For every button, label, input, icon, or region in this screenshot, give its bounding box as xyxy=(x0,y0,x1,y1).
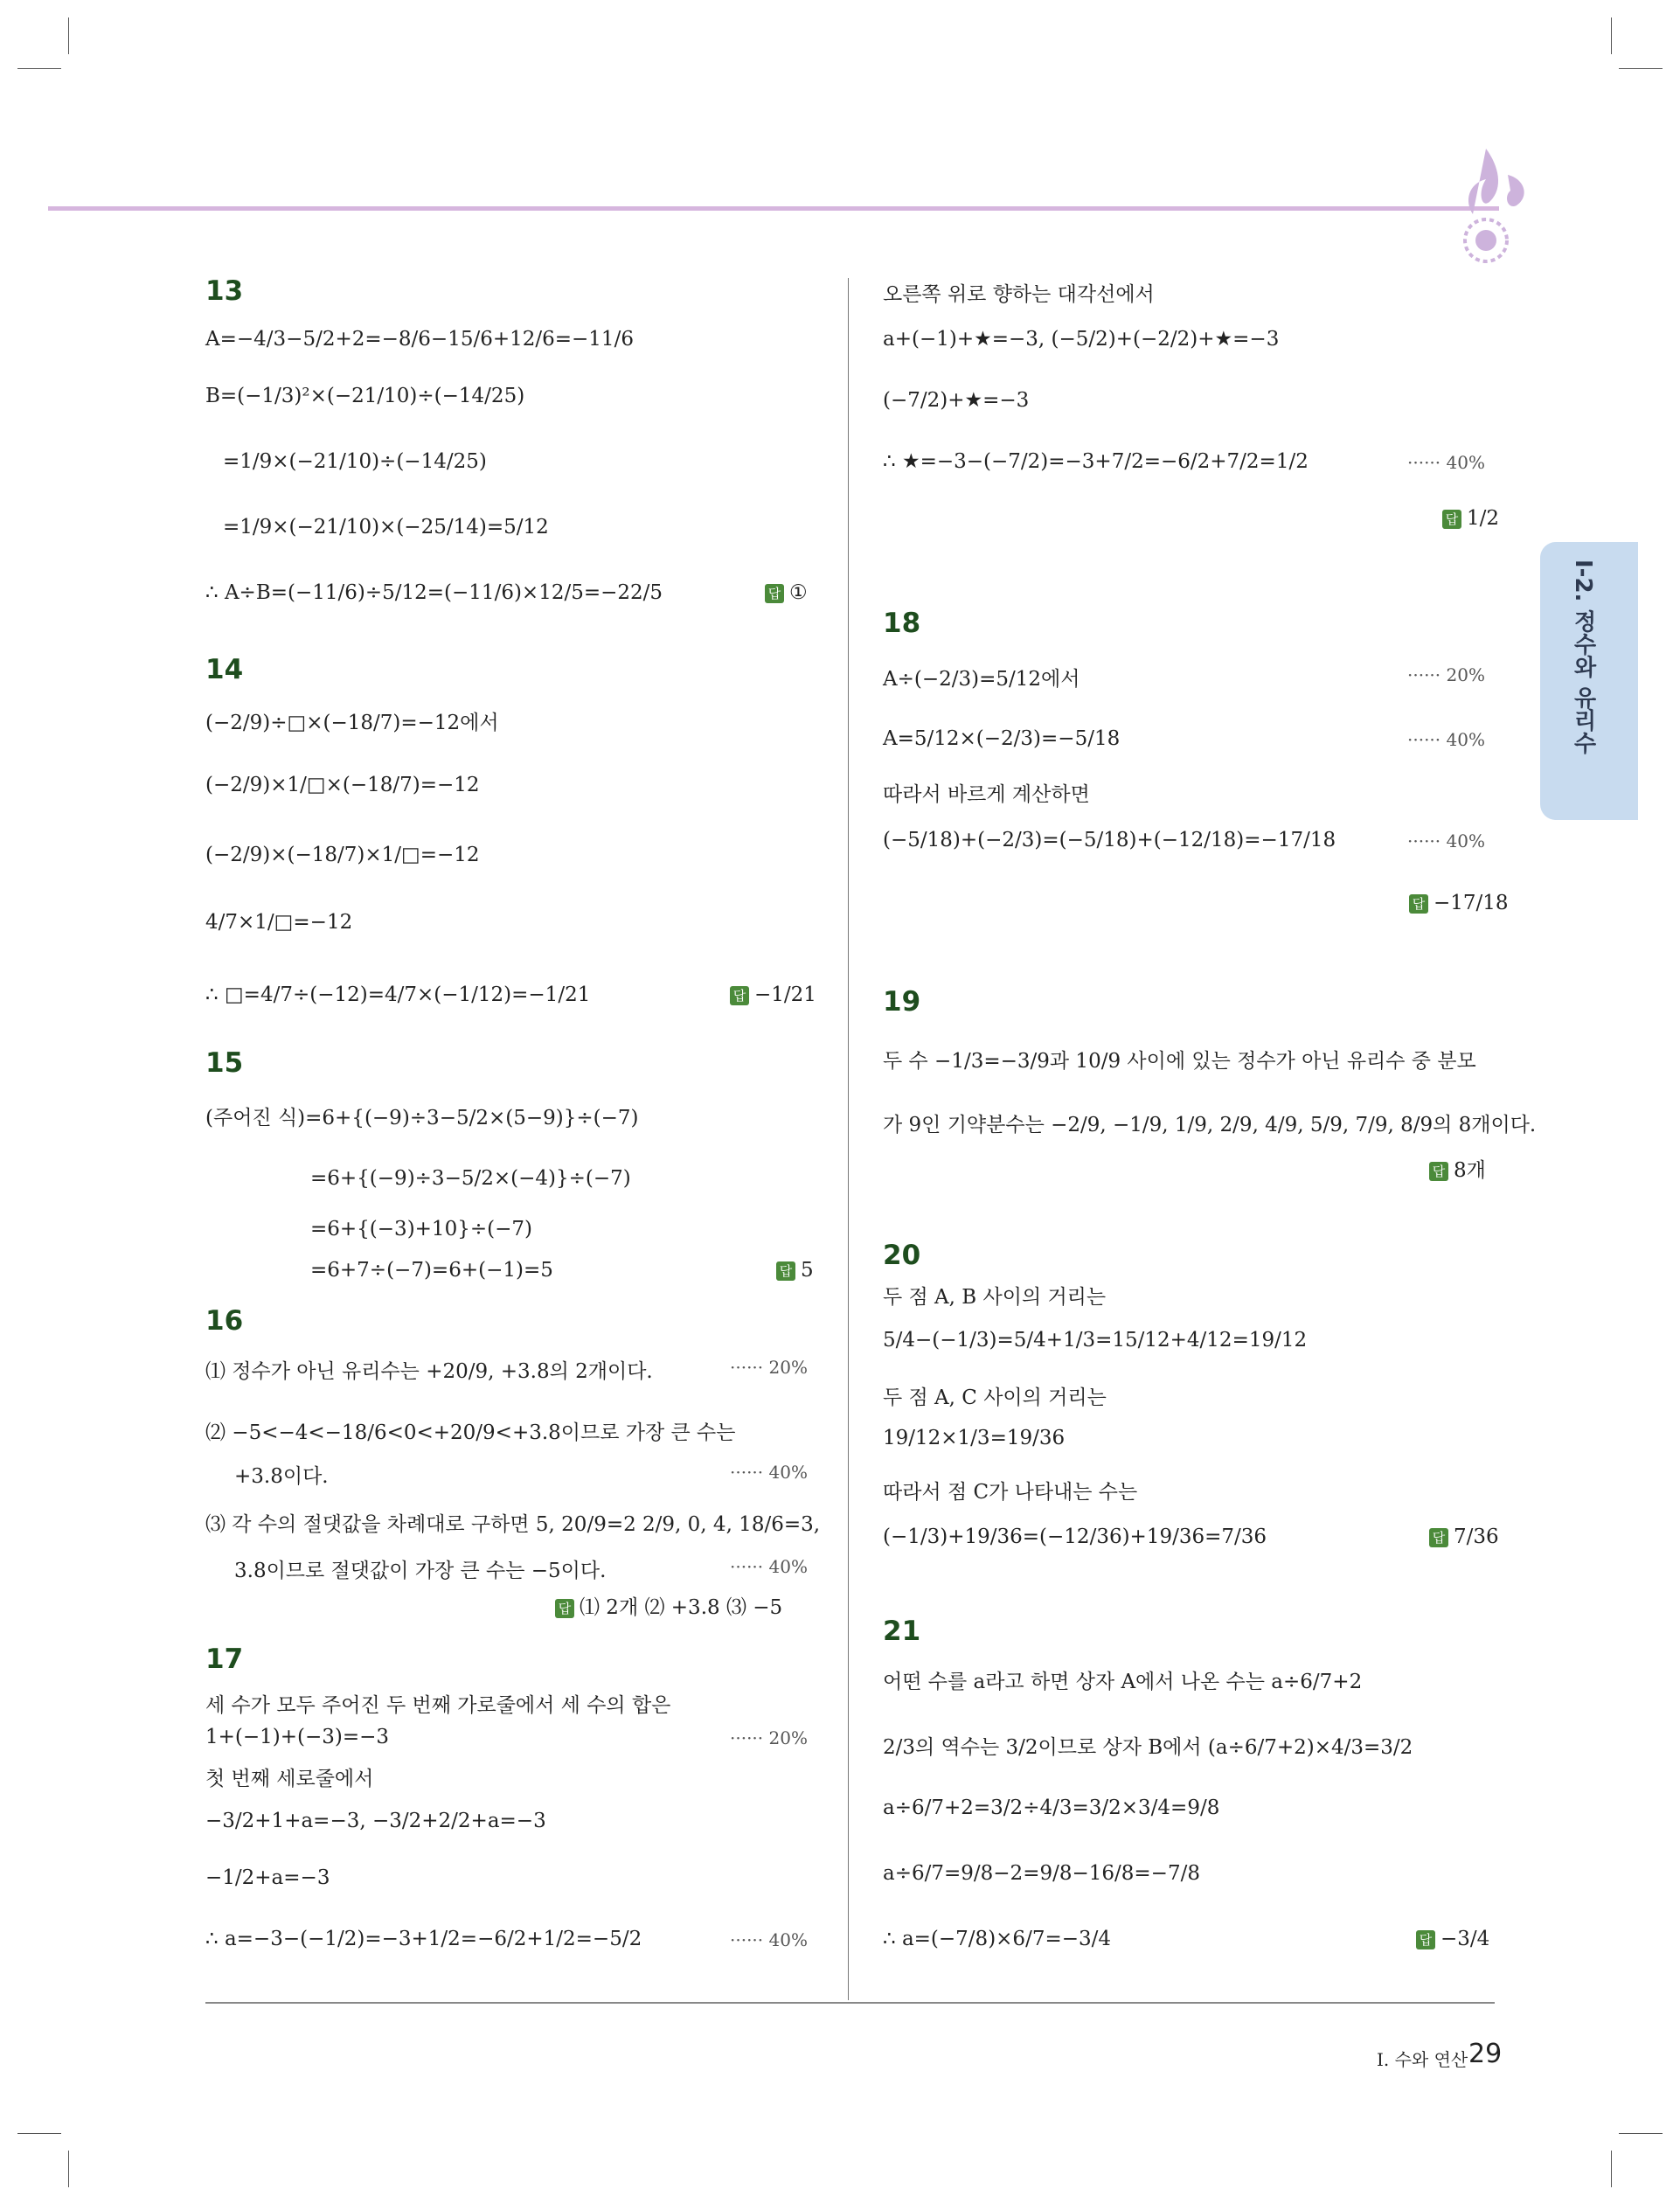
solution-line: (−2/9)×(−18/7)×1/□=−12 xyxy=(205,844,480,866)
solution-line: +3.8이다. xyxy=(234,1465,329,1488)
flower-ornament-icon xyxy=(1434,140,1538,271)
problem-14-number: 14 xyxy=(205,654,244,685)
crop-mark xyxy=(1611,2151,1612,2187)
answer-badge: 답 xyxy=(776,1261,795,1281)
problem-21-number: 21 xyxy=(883,1616,921,1647)
solution-line: =6+{(−9)÷3−5/2×(−4)}÷(−7) xyxy=(310,1167,631,1190)
answer-badge: 답 xyxy=(1416,1930,1435,1949)
solution-line: 따라서 바르게 계산하면 xyxy=(883,783,1090,806)
solution-line: (−5/18)+(−2/3)=(−5/18)+(−12/18)=−17/18 xyxy=(883,829,1336,851)
solution-line: A=−4/3−5/2+2=−8/6−15/6+12/6=−11/6 xyxy=(205,328,634,351)
answer-20 xyxy=(1429,1525,1499,1548)
answer-value: −17/18 xyxy=(1434,892,1509,914)
solution-line: (−7/2)+★=−3 xyxy=(883,389,1030,412)
score-percent: ······ 40% xyxy=(1407,452,1485,473)
answer-badge: 답 xyxy=(1429,1528,1448,1547)
crop-mark xyxy=(1611,17,1612,54)
solution-line: ⑶ 각 수의 절댓값을 차례대로 구하면 5, 20/9=2 2/9, 0, 4, 18/6=3, xyxy=(205,1513,821,1536)
answer-badge: 답 xyxy=(1429,1162,1448,1181)
solution-line: A=5/12×(−2/3)=−5/18 xyxy=(883,727,1121,750)
solution-line: 3.8이므로 절댓값이 가장 큰 수는 −5이다. xyxy=(234,1560,607,1582)
answer-value: 1/2 xyxy=(1467,507,1500,530)
answer-value: 8개 xyxy=(1454,1159,1486,1182)
answer-18 xyxy=(1409,892,1509,914)
crop-mark xyxy=(17,68,61,69)
solution-line: =1/9×(−21/10)÷(−14/25) xyxy=(223,450,487,473)
answer-badge: 답 xyxy=(555,1599,574,1618)
answer-badge: 답 xyxy=(765,584,784,603)
score-percent: ······ 20% xyxy=(1407,664,1485,685)
crop-mark xyxy=(1619,2133,1663,2134)
solution-line: (−1/3)+19/36=(−12/36)+19/36=7/36 xyxy=(883,1525,1267,1548)
answer-value: 7/36 xyxy=(1454,1525,1499,1548)
answer-17 xyxy=(1442,507,1499,530)
solution-line: −1/2+a=−3 xyxy=(205,1866,330,1889)
problem-17-number: 17 xyxy=(205,1644,244,1675)
solution-line: ⑵ −5<−4<−18/6<0<+20/9<+3.8이므로 가장 큰 수는 xyxy=(205,1421,736,1444)
solution-line: 두 수 −1/3=−3/9과 10/9 사이에 있는 정수가 아닌 유리수 중 분모 xyxy=(883,1050,1476,1073)
problem-13-number: 13 xyxy=(205,275,244,307)
solution-line: a÷6/7+2=3/2÷4/3=3/2×3/4=9/8 xyxy=(883,1796,1220,1819)
solution-line: ∴ A÷B=(−11/6)÷5/12=(−11/6)×12/5=−22/5 xyxy=(205,581,663,604)
solution-line: =6+{(−3)+10}÷(−7) xyxy=(310,1218,532,1240)
answer-badge: 답 xyxy=(730,986,749,1005)
solution-line: a+(−1)+★=−3, (−5/2)+(−2/2)+★=−3 xyxy=(883,328,1280,351)
answer-21 xyxy=(1416,1928,1489,1950)
answer-badge: 답 xyxy=(1409,894,1428,914)
solution-line: 19/12×1/3=19/36 xyxy=(883,1427,1066,1449)
solution-line: ∴ ★=−3−(−7/2)=−3+7/2=−6/2+7/2=1/2 xyxy=(883,450,1309,473)
solution-line: B=(−1/3)²×(−21/10)÷(−14/25) xyxy=(205,385,525,407)
solution-line: ∴ □=4/7÷(−12)=4/7×(−1/12)=−1/21 xyxy=(205,983,591,1006)
answer-value: −1/21 xyxy=(754,983,816,1006)
problem-19-number: 19 xyxy=(883,986,921,1018)
solution-line: 2/3의 역수는 3/2이므로 상자 B에서 (a÷6/7+2)×4/3=3/2 xyxy=(883,1736,1413,1759)
solution-line: 세 수가 모두 주어진 두 번째 가로줄에서 세 수의 합은 xyxy=(205,1694,671,1717)
solution-line: (−2/9)÷□×(−18/7)=−12에서 xyxy=(205,712,499,734)
solution-line: 오른쪽 위로 향하는 대각선에서 xyxy=(883,283,1155,306)
column-divider xyxy=(848,278,849,2000)
score-percent: ······ 40% xyxy=(1407,830,1485,851)
crop-mark xyxy=(68,17,69,54)
problem-18-number: 18 xyxy=(883,608,921,639)
solution-line: =1/9×(−21/10)×(−25/14)=5/12 xyxy=(223,516,549,539)
header-rule xyxy=(48,206,1499,211)
answer-value: 5 xyxy=(801,1259,814,1282)
solution-line: 두 점 A, B 사이의 거리는 xyxy=(883,1286,1107,1309)
side-tab-label: I-2. 정수와 유리수 xyxy=(1570,559,1596,754)
solution-line: ∴ a=(−7/8)×6/7=−3/4 xyxy=(883,1928,1112,1950)
solution-line: a÷6/7=9/8−2=9/8−16/8=−7/8 xyxy=(883,1862,1200,1885)
score-percent: ······ 40% xyxy=(730,1556,808,1577)
solution-line: (주어진 식)=6+{(−9)÷3−5/2×(5−9)}÷(−7) xyxy=(205,1107,639,1129)
score-percent: ······ 40% xyxy=(730,1929,808,1950)
footer-rule xyxy=(205,2002,1495,2004)
solution-line: −3/2+1+a=−3, −3/2+2/2+a=−3 xyxy=(205,1810,546,1832)
score-percent: ······ 20% xyxy=(730,1357,808,1378)
solution-line: 1+(−1)+(−3)=−3 xyxy=(205,1726,390,1748)
crop-mark xyxy=(1619,68,1663,69)
solution-line: ∴ a=−3−(−1/2)=−3+1/2=−6/2+1/2=−5/2 xyxy=(205,1928,642,1950)
solution-line: 첫 번째 세로줄에서 xyxy=(205,1768,374,1790)
page-number: 29 xyxy=(1468,2039,1503,2069)
answer-badge: 답 xyxy=(1442,510,1461,529)
solution-line: 두 점 A, C 사이의 거리는 xyxy=(883,1386,1107,1409)
answer-13 xyxy=(765,581,808,604)
footer-section: I. 수와 연산 xyxy=(1377,2049,1468,2070)
answer-19 xyxy=(1429,1154,1486,1183)
answer-16 xyxy=(555,1591,782,1620)
solution-line: A÷(−2/3)=5/12에서 xyxy=(883,668,1080,691)
answer-14 xyxy=(730,983,816,1006)
crop-mark xyxy=(17,2133,61,2134)
problem-20-number: 20 xyxy=(883,1240,921,1271)
crop-mark xyxy=(68,2151,69,2187)
solution-line: 어떤 수를 a라고 하면 상자 A에서 나온 수는 a÷6/7+2 xyxy=(883,1671,1363,1693)
solution-line: 4/7×1/□=−12 xyxy=(205,911,353,934)
solution-line: 따라서 점 C가 나타내는 수는 xyxy=(883,1481,1138,1504)
answer-value: −3/4 xyxy=(1440,1928,1490,1950)
problem-15-number: 15 xyxy=(205,1047,244,1079)
solution-line: 가 9인 기약분수는 −2/9, −1/9, 1/9, 2/9, 4/9, 5/9, 7/9, 8/9의 8개이다. xyxy=(883,1114,1537,1136)
answer-value: ⑴ 2개 ⑵ +3.8 ⑶ −5 xyxy=(580,1596,783,1619)
solution-line: ⑴ 정수가 아닌 유리수는 +20/9, +3.8의 2개이다. xyxy=(205,1360,653,1383)
answer-15 xyxy=(776,1259,814,1282)
score-percent: ······ 40% xyxy=(1407,729,1485,750)
answer-value: ① xyxy=(789,581,808,604)
solution-line: (−2/9)×1/□×(−18/7)=−12 xyxy=(205,774,480,796)
score-percent: ······ 40% xyxy=(730,1462,808,1483)
solution-line: 5/4−(−1/3)=5/4+1/3=15/12+4/12=19/12 xyxy=(883,1329,1308,1352)
problem-16-number: 16 xyxy=(205,1305,244,1337)
score-percent: ······ 20% xyxy=(730,1727,808,1748)
solution-line: =6+7÷(−7)=6+(−1)=5 xyxy=(310,1259,553,1282)
